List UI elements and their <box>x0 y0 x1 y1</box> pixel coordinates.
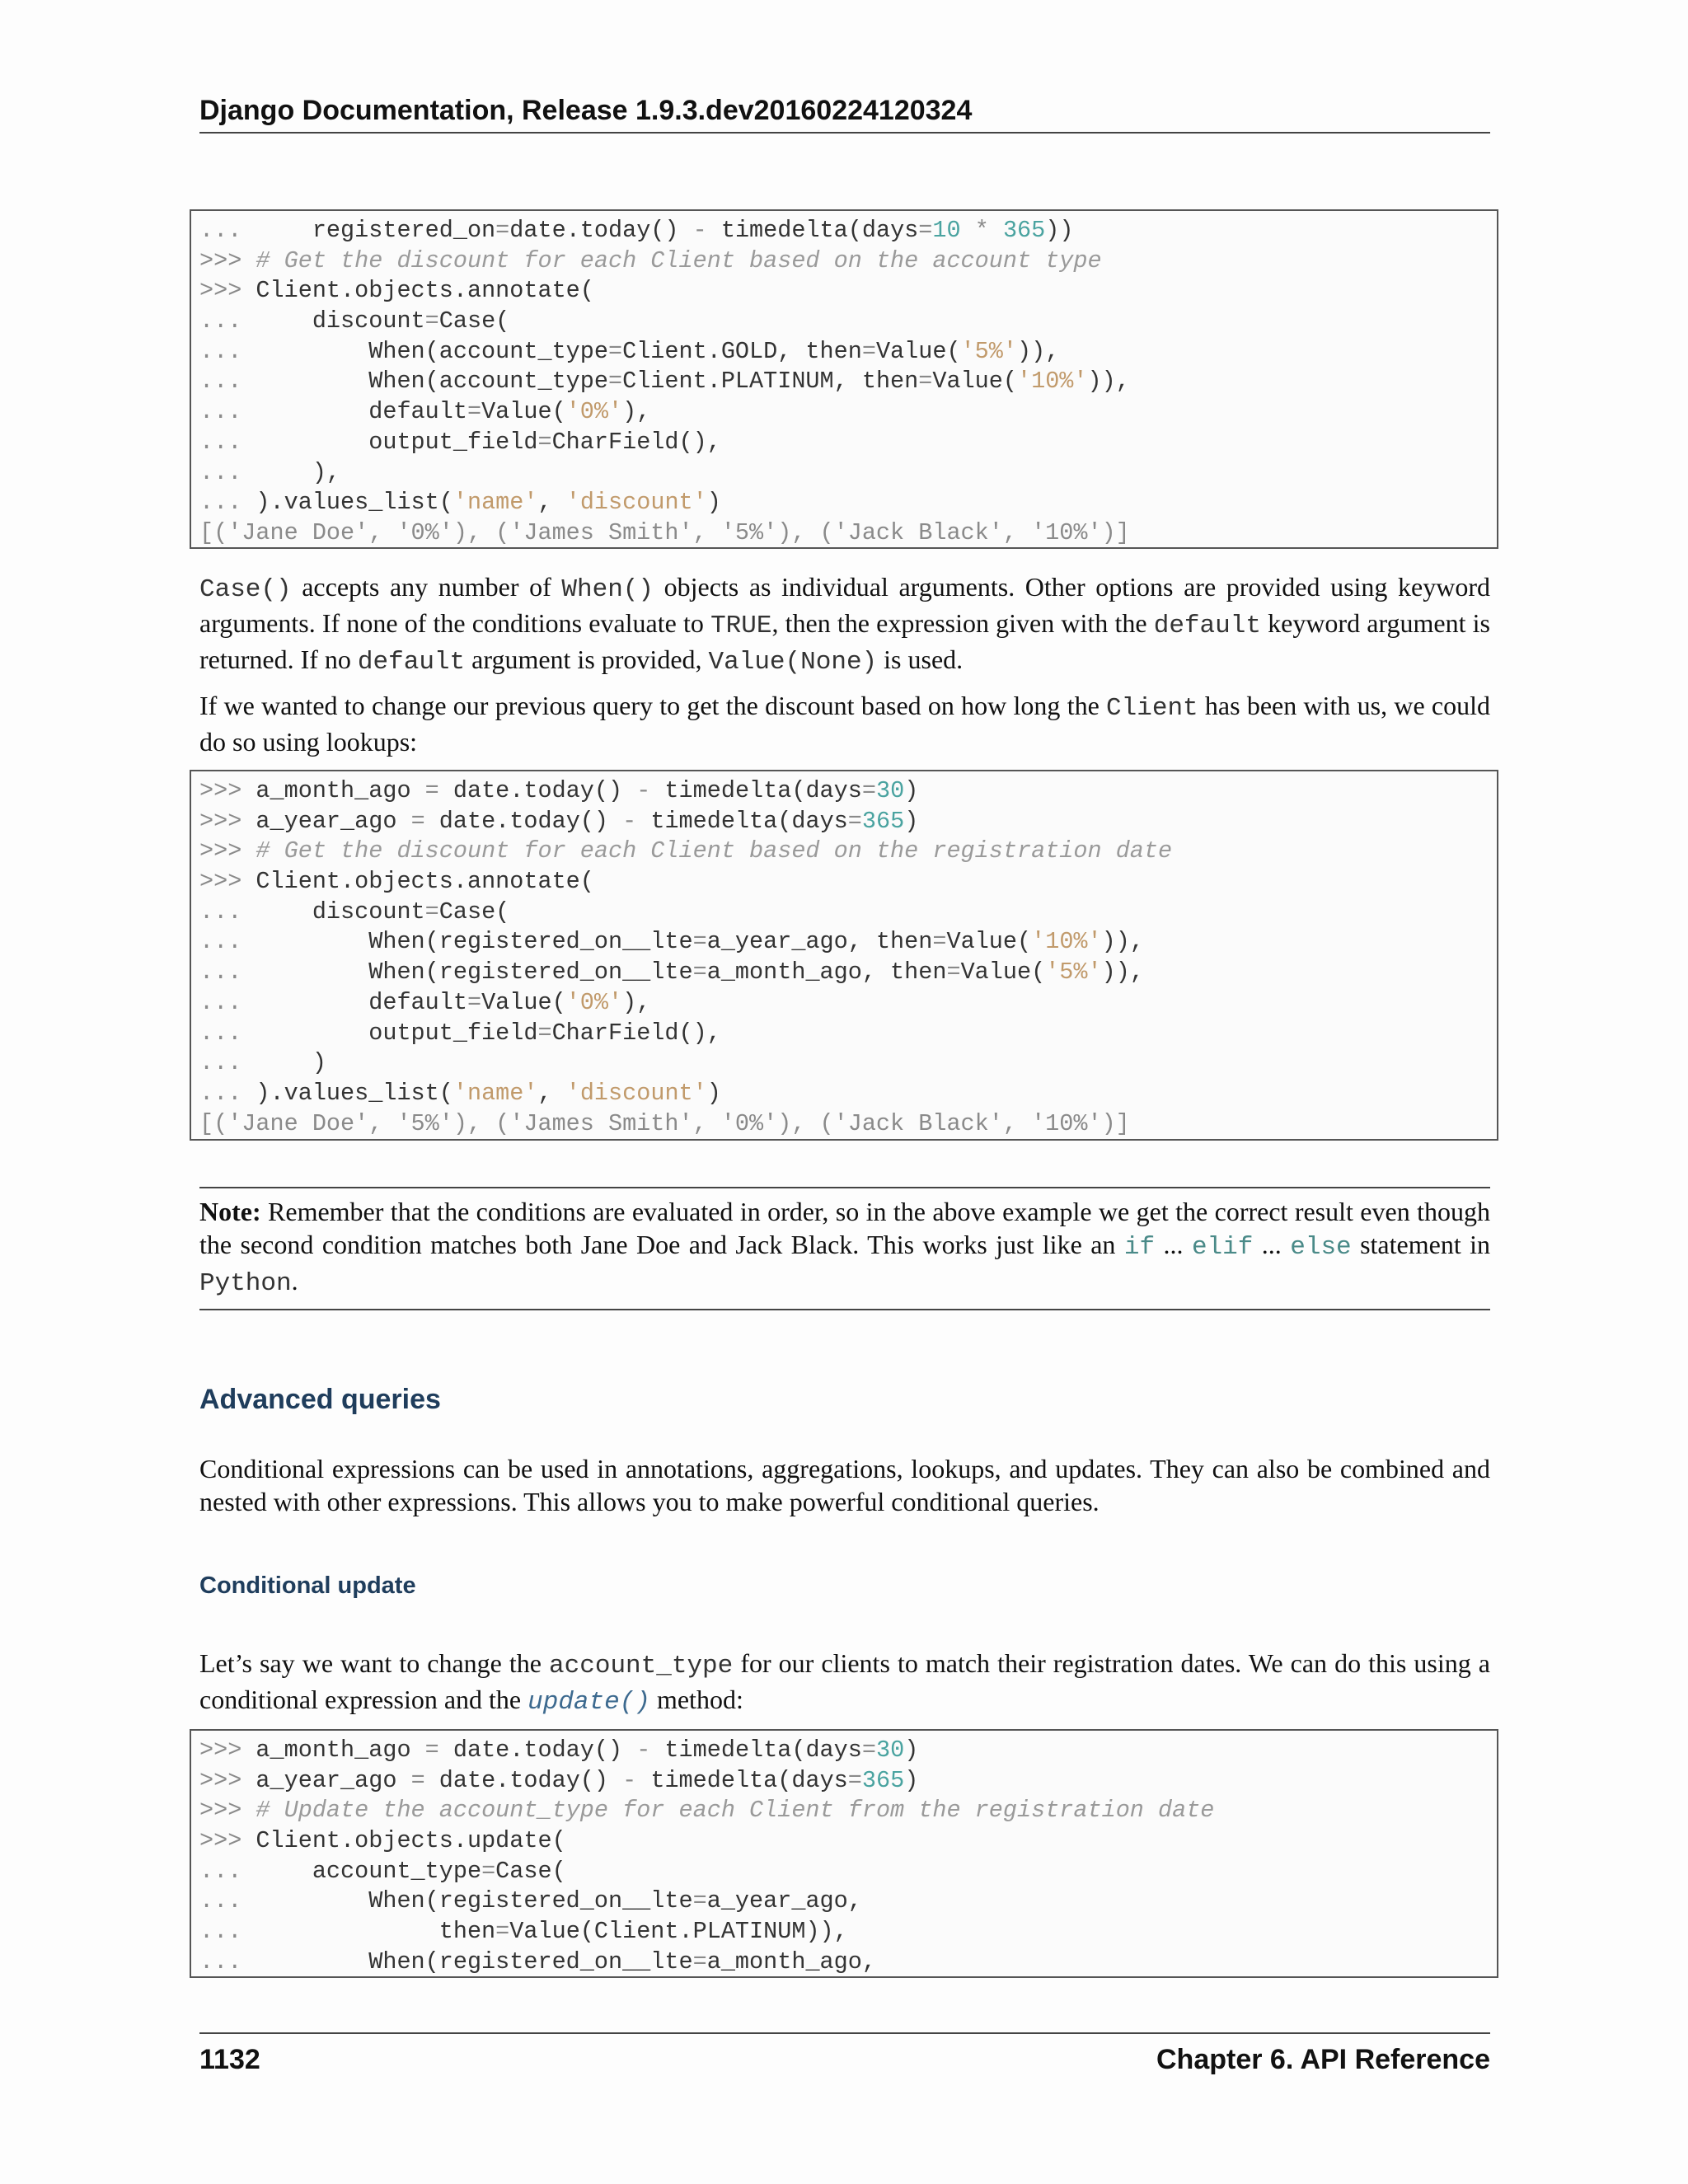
text: Remember that the conditions are evaluated in order, so in the above example we get the correct result even though the second condition matches both Jane Doe and Jack Black. This works just like an <box>199 1197 1490 1259</box>
code-token: discount <box>312 898 425 926</box>
code-token: a_year_ago, <box>706 1887 862 1915</box>
code-token: Client.GOLD, then <box>622 337 862 365</box>
code-line <box>199 337 1489 368</box>
code-line <box>199 1766 1489 1797</box>
code-token: timedelta(days <box>636 1766 848 1794</box>
code-line <box>199 1736 1489 1766</box>
text: is used. <box>877 644 964 674</box>
code-token: date.today() <box>509 217 693 244</box>
code-token: ).values_list( <box>256 1079 453 1107</box>
note-label: Note: <box>199 1197 261 1226</box>
code-token: )), <box>1101 928 1144 956</box>
code-token: ... <box>199 217 312 244</box>
code-line <box>199 867 1489 898</box>
code-line <box>199 988 1489 1019</box>
code-token: = <box>424 307 439 335</box>
code-token: timedelta(days <box>650 1736 862 1764</box>
text: . <box>291 1266 298 1296</box>
code-token: ... <box>199 489 256 517</box>
code-block-conditional-update <box>190 1729 1498 1978</box>
code-token: '0%' <box>565 988 623 1016</box>
code-token: = <box>467 398 482 426</box>
code-token: - <box>622 1766 637 1794</box>
paragraph-lookups-intro <box>199 689 1490 758</box>
code-token: ... <box>199 337 369 365</box>
inline-code: default <box>357 648 466 677</box>
code-token: Client.objects.update( <box>256 1827 566 1855</box>
text: If we wanted to change our previous query to get the discount based on how long the <box>199 691 1107 720</box>
code-token: = <box>861 777 876 804</box>
code-token: timedelta(days <box>636 807 848 835</box>
code-token: ) <box>904 1736 919 1764</box>
inline-keyword: elif <box>1191 1233 1254 1262</box>
code-token: discount <box>312 307 425 335</box>
code-token: = <box>410 807 425 835</box>
text: statement in <box>1351 1230 1491 1259</box>
code-token: 'discount' <box>565 489 707 517</box>
code-token: ), <box>312 458 341 486</box>
code-token: Client.objects.annotate( <box>256 868 594 896</box>
code-token: = <box>424 898 439 926</box>
code-token: >>> <box>199 277 256 305</box>
code-token: 10 <box>932 217 961 244</box>
code-token: ), <box>622 988 651 1016</box>
code-token: Value( <box>932 368 1017 396</box>
inline-code: account_type <box>549 1652 734 1680</box>
code-token: * <box>974 217 989 244</box>
code-token: >>> <box>199 868 256 896</box>
code-line <box>199 1048 1489 1079</box>
code-token: = <box>692 1947 707 1975</box>
code-line <box>199 367 1489 397</box>
code-token: ... <box>199 1947 369 1975</box>
code-token: >>> <box>199 807 256 835</box>
code-token: = <box>537 428 552 456</box>
code-token: a_month_ago, <box>706 1947 876 1975</box>
text: accepts any number of <box>291 572 562 602</box>
text: ... <box>1253 1230 1291 1259</box>
paragraph-advanced-queries <box>199 1452 1490 1518</box>
text: , then the expression given with the <box>771 608 1154 638</box>
code-token: Case( <box>438 898 510 926</box>
code-token: date.today() <box>438 1736 637 1764</box>
code-token: # Get the discount for each Client based on the registration date <box>256 837 1173 865</box>
code-token: ... <box>199 1857 312 1885</box>
code-line <box>199 1886 1489 1917</box>
code-line <box>199 837 1489 867</box>
code-line <box>199 216 1489 246</box>
code-token: timedelta(days <box>706 217 919 244</box>
code-token: ... <box>199 1019 369 1047</box>
code-token: >>> <box>199 1827 256 1855</box>
code-token: = <box>946 958 961 987</box>
code-token: 30 <box>875 777 905 804</box>
code-line <box>199 276 1489 307</box>
code-token: = <box>861 1736 876 1764</box>
code-line <box>199 1019 1489 1049</box>
code-token: ) <box>706 489 721 517</box>
code-token: Value( <box>481 398 566 426</box>
code-token: 365 <box>861 807 905 835</box>
code-token: output_field <box>368 1019 538 1047</box>
code-token: >>> <box>199 1766 256 1794</box>
code-token: = <box>847 1766 862 1794</box>
code-token: , <box>537 1079 566 1107</box>
code-token: Client.PLATINUM, then <box>622 368 919 396</box>
code-line <box>199 1857 1489 1887</box>
code-token: ) <box>904 807 919 835</box>
code-token: ... <box>199 307 312 335</box>
code-token: '10%' <box>1017 368 1088 396</box>
code-line <box>199 458 1489 489</box>
code-token: Client.objects.annotate( <box>256 277 594 305</box>
code-line <box>199 1826 1489 1857</box>
code-token: then <box>438 1918 496 1946</box>
code-token: default <box>368 398 467 426</box>
code-token: = <box>861 337 876 365</box>
paragraph-case-arguments <box>199 570 1490 679</box>
code-token: ... <box>199 1918 439 1946</box>
code-token: >>> <box>199 246 256 274</box>
code-token: 30 <box>875 1736 905 1764</box>
code-token: ... <box>199 398 369 426</box>
code-line <box>199 1079 1489 1109</box>
code-token: date.today() <box>424 1766 623 1794</box>
code-token: - <box>636 777 651 804</box>
text: for our clients to match their registration dates. We can do this using a conditional expression and the <box>199 1648 1490 1714</box>
code-token: = <box>692 928 707 956</box>
code-token: output_field <box>368 428 538 456</box>
inline-code: Value(None) <box>708 648 878 677</box>
code-token: '5%' <box>960 337 1017 365</box>
code-token: ... <box>199 458 312 486</box>
code-line <box>199 927 1489 958</box>
code-token: = <box>537 1019 552 1047</box>
code-line <box>199 958 1489 988</box>
code-token: = <box>692 1887 707 1915</box>
code-line <box>199 428 1489 458</box>
inline-keyword: if <box>1123 1233 1156 1262</box>
code-token: >>> <box>199 837 256 865</box>
code-block-case-annotate <box>190 209 1498 549</box>
code-token: a_year_ago <box>256 1766 411 1794</box>
code-token: ... <box>199 368 369 396</box>
text: method: <box>649 1685 743 1714</box>
code-token: - <box>636 1736 651 1764</box>
code-token: 'discount' <box>565 1079 707 1107</box>
code-token: - <box>692 217 707 244</box>
code-token: = <box>467 988 482 1016</box>
code-token: = <box>932 928 947 956</box>
code-token: Case( <box>438 307 510 335</box>
code-token: )), <box>1087 368 1130 396</box>
text: Conditional expressions can be used in annotations, aggregations, lookups, and updates. They can also be combined and nested with other expressions. This allows you to make powerful conditional queries. <box>199 1454 1490 1516</box>
code-token: = <box>481 1857 496 1885</box>
code-token: a_month_ago <box>256 1736 425 1764</box>
code-token: '5%' <box>1045 958 1102 987</box>
code-token <box>961 217 975 244</box>
code-token: = <box>918 217 933 244</box>
code-token: ... <box>199 1079 256 1107</box>
code-token: 365 <box>1002 217 1046 244</box>
code-line <box>199 1796 1489 1826</box>
code-token: >>> <box>199 1797 256 1825</box>
code-token: = <box>424 777 439 804</box>
inline-code: Case() <box>199 575 292 604</box>
inline-code: TRUE <box>710 612 772 640</box>
code-token: When(registered_on__lte <box>368 958 693 987</box>
code-token: [('Jane Doe', '5%'), ('James Smith', '0%'), ('Jack Black', '10%')] <box>199 1109 1130 1137</box>
code-token: CharField(), <box>551 428 721 456</box>
code-token: CharField(), <box>551 1019 721 1047</box>
code-token: ), <box>622 398 651 426</box>
code-token: a_year_ago, then <box>706 928 933 956</box>
text: ... <box>1155 1230 1192 1259</box>
code-token: Value( <box>481 988 566 1016</box>
update-method-link[interactable]: update() <box>528 1688 650 1717</box>
code-token: - <box>622 807 637 835</box>
code-token: = <box>495 217 510 244</box>
code-token: When(registered_on__lte <box>368 1887 693 1915</box>
paragraph-conditional-update <box>199 1647 1490 1719</box>
code-token: Value( <box>875 337 961 365</box>
code-token: Case( <box>495 1857 566 1885</box>
code-token: ... <box>199 428 369 456</box>
code-token: When(registered_on__lte <box>368 928 693 956</box>
code-token: # Get the discount for each Client based on the account type <box>256 246 1102 274</box>
code-token: ... <box>199 1049 312 1077</box>
code-token: ) <box>904 777 919 804</box>
subsection-heading: Conditional update <box>199 1572 416 1599</box>
code-token: ) <box>904 1766 919 1794</box>
text: Let’s say we want to change the <box>199 1648 550 1678</box>
code-token: Value(Client.PLATINUM)), <box>509 1918 848 1946</box>
code-token: account_type <box>312 1857 482 1885</box>
code-token: , <box>537 489 566 517</box>
inline-keyword: else <box>1290 1233 1352 1262</box>
code-token: = <box>692 958 707 987</box>
code-line <box>199 776 1489 807</box>
code-block-lookups <box>190 770 1498 1141</box>
code-token: = <box>410 1766 425 1794</box>
inline-code: When() <box>561 575 654 604</box>
code-line <box>199 1109 1489 1140</box>
code-token: >>> <box>199 777 256 804</box>
text: objects as individual arguments. Other options are provided using keyword arguments. If none of the conditions evaluate to <box>199 572 1491 638</box>
code-token: When(registered_on__lte <box>368 1947 693 1975</box>
code-token: ... <box>199 1887 369 1915</box>
inline-code: default <box>1153 612 1261 640</box>
code-token: )), <box>1017 337 1060 365</box>
code-token: ) <box>706 1079 721 1107</box>
code-token <box>989 217 1003 244</box>
code-token: ... <box>199 928 369 956</box>
code-line <box>199 898 1489 928</box>
code-token: Value( <box>946 928 1032 956</box>
code-token: 'name' <box>452 1079 538 1107</box>
code-token: registered_on <box>312 217 496 244</box>
text: keyword argument is returned. If no <box>199 608 1491 674</box>
code-token: = <box>847 807 862 835</box>
code-token: ... <box>199 898 312 926</box>
code-token: ... <box>199 988 369 1016</box>
code-token: '10%' <box>1031 928 1102 956</box>
code-line <box>199 1947 1489 1978</box>
code-token: = <box>607 337 623 365</box>
code-line <box>199 307 1489 337</box>
code-token: ).values_list( <box>256 489 453 517</box>
code-token: date.today() <box>424 807 623 835</box>
code-token: 'name' <box>452 489 538 517</box>
code-token: ) <box>312 1049 326 1077</box>
code-token: '0%' <box>565 398 623 426</box>
code-token: = <box>607 368 623 396</box>
code-token: default <box>368 988 467 1016</box>
code-token: # Update the account_type for each Client from the registration date <box>256 1797 1215 1825</box>
inline-code: Client <box>1106 694 1198 723</box>
code-line <box>199 488 1489 518</box>
code-token: 365 <box>861 1766 905 1794</box>
inline-code: Python <box>199 1269 292 1298</box>
code-line <box>199 1917 1489 1947</box>
code-token: )), <box>1101 958 1144 987</box>
code-line <box>199 807 1489 837</box>
running-header <box>199 92 1490 134</box>
code-token: a_month_ago, then <box>706 958 947 987</box>
code-token: = <box>918 368 933 396</box>
code-token: a_year_ago <box>256 807 411 835</box>
code-token: ... <box>199 958 369 987</box>
code-token: = <box>495 1918 510 1946</box>
section-heading: Advanced queries <box>199 1384 441 1415</box>
page-number: 1132 <box>199 2044 260 2075</box>
page-footer <box>199 2032 1490 2076</box>
code-line <box>199 397 1489 428</box>
code-token: = <box>424 1736 439 1764</box>
text: argument is provided, <box>465 644 709 674</box>
code-token: When(account_type <box>368 368 608 396</box>
chapter-title: Chapter 6. API Reference <box>1156 2044 1490 2075</box>
code-token: >>> <box>199 1736 256 1764</box>
code-line <box>199 518 1489 549</box>
code-token: timedelta(days <box>650 777 862 804</box>
code-line <box>199 246 1489 277</box>
code-token: )) <box>1045 217 1074 244</box>
document-title: Django Documentation, Release 1.9.3.dev20160224120324 <box>199 95 973 126</box>
code-token: [('Jane Doe', '0%'), ('James Smith', '5%'), ('Jack Black', '10%')] <box>199 518 1130 546</box>
code-token: date.today() <box>438 777 637 804</box>
code-token: a_month_ago <box>256 777 425 804</box>
text: has been with us, we could do so using lookups: <box>199 691 1491 757</box>
note-admonition <box>199 1187 1490 1310</box>
code-token: When(account_type <box>368 337 608 365</box>
code-token: Value( <box>960 958 1046 987</box>
